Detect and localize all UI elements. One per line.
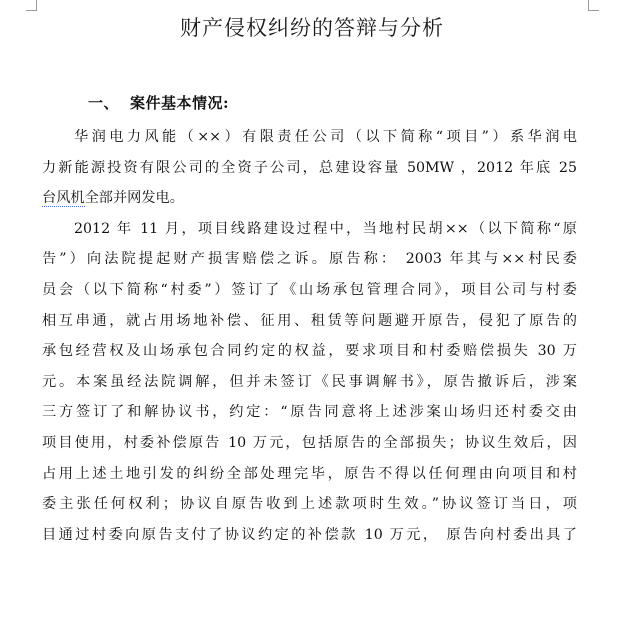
paragraph-line: 元。本案虽经法院调解，但并未签订《民事调解书》，原告撤诉后，涉案 xyxy=(42,373,577,390)
paragraph-line: 2012 年 11 月，项目线路建设过程中，当地村民胡××（以下简称“原 xyxy=(74,220,577,237)
section-heading-text: 案件基本情况: xyxy=(130,94,230,112)
paragraph-line: 承包经营权及山场承包合同约定的权益，要求项目和村委赔偿损失 30 万 xyxy=(42,343,577,360)
paragraph-line: 告”）向法院提起财产损害赔偿之诉。原告称： 2003 年其与××村民委 xyxy=(42,251,577,268)
document-body xyxy=(42,122,577,550)
page-corner-mark-left xyxy=(26,0,37,11)
section-heading xyxy=(88,92,229,113)
spellcheck-underlined-text: 台风机 xyxy=(42,190,85,207)
paragraph-line: 相互串通，就占用场地补偿、征用、租赁等问题避开原告，侵犯了原告的 xyxy=(42,312,577,329)
paragraph-line: 目通过村委向原告支付了协议约定的补偿款 10 万元， 原告向村委出具了 xyxy=(42,526,577,543)
document-title: 财产侵权纠纷的答辩与分析 xyxy=(180,16,444,40)
section-number: 一、 xyxy=(88,94,120,112)
paragraph-line: 占用上述土地引发的纠纷全部处理完毕，原告不得以任何理由向项目和村 xyxy=(42,465,577,482)
paragraph-line: 华润电力风能（××）有限责任公司（以下简称“项目”）系华润电 xyxy=(74,129,577,145)
paragraph-text: 全部并网发电。 xyxy=(84,190,184,207)
paragraph-line: 项目使用，村委补偿原告 10 万元，包括原告的全部损失；协议生效后，因 xyxy=(42,434,577,451)
paragraph-line: 力新能源投资有限公司的全资子公司，总建设容量 50MW ，2012 年底 25 xyxy=(42,159,577,176)
paragraph-line: 员会（以下简称“村委”）签订了《山场承包管理合同》，项目公司与村委 xyxy=(42,281,577,298)
paragraph-line: 委主张任何权利；协议自原告收到上述款项时生效。”协议签订当日，项 xyxy=(42,496,577,513)
paragraph-line xyxy=(42,183,577,214)
paragraph-line: 三方签订了和解协议书，约定：“原告同意将上述涉案山场归还村委交由 xyxy=(42,404,577,421)
page-corner-mark-right xyxy=(588,0,599,11)
